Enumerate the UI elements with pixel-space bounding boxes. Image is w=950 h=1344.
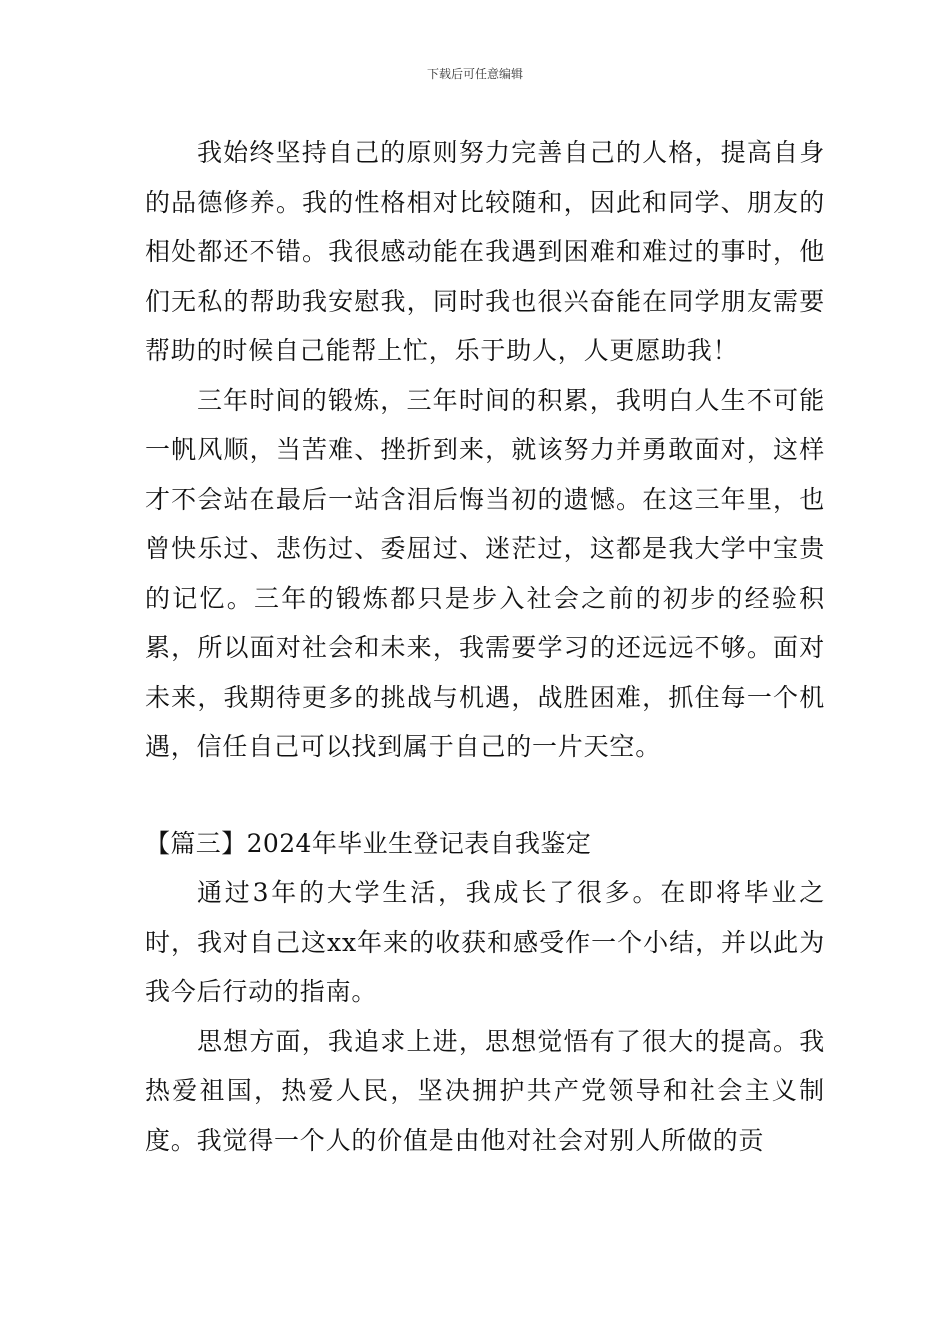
document-body — [145, 128, 825, 1165]
paragraph-character: 我始终坚持自己的原则努力完善自己的人格，提高自身的品德修养。我的性格相对比较随和，因此和同学、朋友的相处都还不错。我很感动能在我遇到困难和难过的事时，他们无私的帮助我安慰我，同时我也很兴奋能在同学朋友需要帮助的时候自己能帮上忙，乐于助人，人更愿助我！ — [145, 138, 825, 365]
page-header: 下载后可任意编辑 — [426, 67, 523, 81]
section-title: 【篇三】2024年毕业生登记表自我鉴定 — [145, 828, 592, 858]
paragraph-intro: 通过3年的大学生活，我成长了很多。在即将毕业之时，我对自己这xx年来的收获和感受作一个小结，并以此为我今后行动的指南。 — [145, 878, 825, 1006]
paragraph-three-years: 三年时间的锻炼，三年时间的积累，我明白人生不可能一帆风顺，当苦难、挫折到来，就该努力并勇敢面对，这样才不会站在最后一站含泪后悔当初的遗憾。在这三年里，也曾快乐过、悲伤过、委屈过、迷茫过，这都是我大学中宝贵的记忆。三年的锻炼都只是步入社会之前的初步的经验积累，所以面对社会和未来，我需要学习的还远远不够。面对未来，我期待更多的挑战与机遇，战胜困难，抓住每一个机遇，信任自己可以找到属于自己的一片天空。 — [145, 385, 825, 761]
paragraph-thought: 思想方面，我追求上进，思想觉悟有了很大的提高。我热爱祖国，热爱人民，坚决拥护共产党领导和社会主义制度。我觉得一个人的价值是由他对社会对别人所做的贡 — [145, 1026, 825, 1155]
